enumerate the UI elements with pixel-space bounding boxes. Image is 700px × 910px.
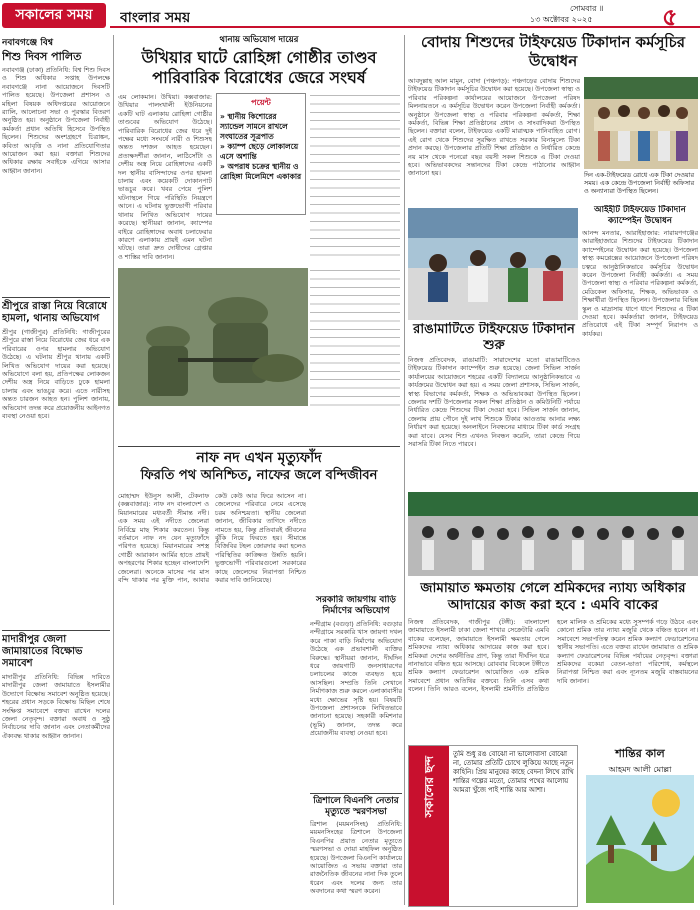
rohingya-point-2-text: ক্যাম্প ছেড়ে লোকালয়ে এসে অশান্তি: [220, 142, 299, 161]
divider: [310, 793, 402, 794]
article-madaripur-title: মাদারীপুর জেলা জামায়াতের বিক্ষোভ সমাবেশ: [2, 634, 83, 669]
poem-illustration: [586, 775, 694, 903]
article-rohingya: [118, 33, 400, 443]
rohingya-point-3: » অপরাধ চক্রের স্থানীয় ও রোহিঙ্গা মিলেমিশে একাকার: [220, 162, 302, 181]
masthead-bar: [110, 3, 700, 28]
masthead: [0, 0, 700, 31]
poem-title: শান্তির কাল: [615, 747, 665, 760]
ad-block: [408, 745, 578, 907]
article-sreepur: [2, 297, 110, 629]
date-day: সোমবার ॥: [570, 4, 604, 13]
article-jamaat-title: জামায়াত ক্ষমতায় গেলে শ্রমিকদের ন্যায্য অধিকার আদায়ের কাজ করা হবে : এমবি বাকের: [420, 580, 686, 613]
rohingya-points-title: পয়েন্ট: [251, 98, 271, 107]
rohingya-point-3-text: অপরাধ চক্রের স্থানীয় ও রোহিঙ্গা মিলেমিশে একাকার: [220, 162, 302, 181]
article-naf-body: মোহাম্মদ ইউনুস আলী, টেকনাফ (কক্সবাজার): নাফ নদ বাংলাদেশ ও মিয়ানমারের মধ্যবর্তী সীমান্ত নদী। এক সময় এই নদীতে জেলেরা নির্বিঘ্নে মাছ শিকার করতেন। কিন্তু বর্তমানে নাফ নদ যেন মৃত্যুফাঁদে পরিণত হয়েছে। মিয়ানমারের সশস্ত্র গোষ্ঠী আরাকান আর্মির হাতে প্রায়ই অপহরণের শিকার হচ্ছেন বাংলাদেশি জেলেরা। অনেকে মাসের পর মাস বন্দি থাকার পর মুক্তি পান, আবার কেউ কেউ আর ফিরে আসেন না। জেলেদের পরিবারে নেমে এসেছে চরম অনিশ্চয়তা। স্থানীয় জেলেরা জানান, জীবিকার তাগিদে নদীতে নামতে হয়, কিন্তু প্রতিবারই জীবনের ঝুঁকি নিয়ে ফিরতে হয়। সীমান্তে বিজিবির টহল জোরদার করা হলেও পরিস্থিতির কাঙ্ক্ষিত উন্নতি হয়নি। ভুক্তভোগী পরিবারগুলো সরকারের কাছে জেলেদের নিরাপত্তা নিশ্চিত করার দাবি জানিয়েছে।: [118, 492, 306, 585]
article-sreepur-title: শ্রীপুরে রাস্তা নিয়ে বিরোধে হামলা, থানায় অভিযোগ: [2, 301, 107, 324]
article-child-day-title: শিশু দিবস পালিত: [2, 50, 82, 63]
boda-photo-illustration: [584, 77, 698, 169]
article-child-day: [2, 35, 110, 295]
article-boda-body: আবদুল্লাহ আল মামুন, বোদা (পঞ্চগড়): পঞ্চগড়ের বোদায় শিশুদের টাইফয়েড টিকাদান কর্মসূচির উদ্বোধন করা হয়েছে। উপজেলা স্বাস্থ্য ও পরিবার পরিকল্পনা কার্যালয়ের আয়োজনে উপজেলা পরিষদ মিলনায়তনে এ কর্মসূচির উদ্বোধন করেন উপজেলা নির্বাহী কর্মকর্তা। অনুষ্ঠানে উপজেলা স্বাস্থ্য ও পরিবার পরিকল্পনা কর্মকর্তা, শিক্ষা কর্মকর্তা, বিভিন্ন শিক্ষা প্রতিষ্ঠানের প্রধান ও সাংবাদিকরা উপস্থিত ছিলেন। বক্তারা বলেন, টাইফয়েড একটি মারাত্মক পানিবাহিত রোগ। এই রোগ থেকে শিশুদের সুরক্ষিত রাখতে সরকার বিনামূল্যে টিকা প্রদান করছে। উপজেলার প্রতিটি শিক্ষা প্রতিষ্ঠান ও নির্ধারিত কেন্দ্রে নয় মাস থেকে পনেরো বছর বয়সী সকল শিশুকে এ টিকা দেওয়া হবে। অভিভাবকদের সন্তানদের টিকা কেন্দ্রে পাঠানোর আহ্বান জানানো হয়।: [408, 77, 580, 178]
article-child-day-body: নবাবগঞ্জ (ঢাকা) প্রতিনিধি: বিশ্ব শিশু দিবস ও শিশু অধিকার সপ্তাহ উপলক্ষে নবাবগঞ্জে নানা আয়োজনে দিবসটি পালিত হয়েছে। উপজেলা প্রশাসন ও মহিলা বিষয়ক অধিদপ্তরের আয়োজনে র‍্যালি, আলোচনা সভা ও পুরস্কার বিতরণ অনুষ্ঠিত হয়। অনুষ্ঠানে উপজেলা নির্বাহী কর্মকর্তা প্রধান অতিথি হিসেবে উপস্থিত ছিলেন। শিশুদের অংশগ্রহণে চিত্রাঙ্কন, কবিতা আবৃত্তি ও নানা প্রতিযোগিতার আয়োজন করা হয়। বক্তারা শিশুদের অধিকার রক্ষায় সবাইকে এগিয়ে আসার আহ্বান জানান।: [2, 66, 110, 175]
masthead-logo-text: সকালের সময়: [15, 7, 93, 23]
soldiers-photo: [118, 268, 308, 406]
soldiers-illustration: [118, 268, 308, 406]
article-bnp: [310, 793, 402, 905]
masthead-logo: [2, 3, 106, 28]
article-land: [310, 595, 402, 790]
article-land-body: নন্দীগ্রাম (বগুড়া) প্রতিনিধি: বগুড়ার নন্দীগ্রামে সরকারি খাস জায়গা দখল করে পাকা বাড়ি নির্মাণের অভিযোগ উঠেছে এক প্রভাবশালী ব্যক্তির বিরুদ্ধে। স্থানীয়রা জানান, দীর্ঘদিন ধরে জায়গাটি জনসাধারণের চলাচলের কাজে ব্যবহৃত হয়ে আসছিল। সম্প্রতি তিনি সেখানে নির্মাণকাজ শুরু করলে এলাকাবাসীর মধ্যে ক্ষোভের সৃষ্টি হয়। বিষয়টি উপজেলা প্রশাসনকে লিখিতভাবে জানানো হয়েছে। সহকারী কমিশনার (ভূমি) জানান, তদন্ত করে প্রয়োজনীয় ব্যবস্থা নেওয়া হবে।: [310, 620, 402, 738]
article-jamaat: [408, 580, 698, 740]
date-text: ১৩ অক্টোবর ২০২৫: [530, 15, 593, 24]
rohingya-points-box: [216, 93, 306, 215]
rohingya-point-1: » স্থানীয় কিশোরের স্যান্ডেল সামনে রাখলে সংঘাতের সূত্রপাত: [220, 112, 288, 141]
left-column-divider: [113, 35, 114, 905]
article-child-day-kicker: নবাবগঞ্জে বিশ্ব: [2, 38, 54, 48]
article-boda-title: বোদায় শিশুদের টাইফয়েড টিকাদান কর্মসূচির উদ্বোধন: [420, 33, 686, 70]
divider: [2, 297, 110, 298]
article-typhoid-body: আনন্দ মনতার, আরাইহাজার: নারায়ণগঞ্জের আরাইহাজারে শিশুদের টাইফয়েড টিকাদান ক্যাম্পেইনের উদ্বোধন করা হয়েছে। উপজেলা স্বাস্থ্য কমপ্লেক্সের আয়োজনে উপজেলা পরিষদ চত্বরে আনুষ্ঠানিকভাবে কর্মসূচির উদ্বোধন করেন উপজেলা নির্বাহী কর্মকর্তা। এ সময় উপজেলা স্বাস্থ্য ও পরিবার পরিকল্পনা কর্মকর্তা, মেডিকেল অফিসার, শিক্ষক, অভিভাবক ও শিক্ষার্থীরা উপস্থিত ছিলেন। উপজেলার বিভিন্ন স্কুল ও মাদ্রাসায় ধাপে ধাপে শিশুদের এ টিকা দেওয়া হবে। কর্মকর্তারা জানান, টাইফয়েড প্রতিরোধে এই টিকা সম্পূর্ণ নিরাপদ ও কার্যকর।: [582, 229, 698, 338]
rangamati-photo: [408, 208, 578, 320]
section-name: বাংলার সময়: [120, 10, 191, 26]
meeting-photo-illustration: [408, 492, 698, 576]
center-column-divider: [404, 35, 405, 905]
poem-illustration-svg: [586, 775, 694, 903]
article-naf-title: নাফ নদ এখন মৃত্যুফাঁদ: [196, 450, 322, 466]
ad-poem: তুমি শুধু রঙ বোঝো না ভালোবাসা বোঝো না, তোমার প্রতিটি চোখে লুকিয়ে আছে নতুন কাহিনি। প্রিয় মানুষের কাছে বেদনা লিখে রাখি শান্তির গল্পের মতো, তোমার পথের আলোয় আমরা খুঁজে পাই শান্তি আর আশা।: [453, 750, 574, 794]
divider: [118, 446, 400, 447]
boda-photo: [584, 77, 698, 169]
article-rangamati-title: রাঙামাটিতে টাইফয়েড টিকাদান শুরু: [413, 322, 575, 353]
article-land-title: সরকারি জায়গায় বাড়ি নির্মাণের অভিযোগ: [316, 595, 396, 616]
boda-photo-caption: দিন এক-টাইফয়েড রোধে এক টিকা দেওয়ার সময়। এক কেন্দ্রে উপজেলা নির্বাহী অফিসার ও অন্যান্যরা উপস্থিত ছিলেন।: [584, 171, 695, 195]
article-madaripur-body: মাদারীপুর প্রতিনিধি: বিভিন্ন দাবিতে মাদারীপুর জেলা জামায়াতে ইসলামীর উদ্যোগে বিক্ষোভ সমাবেশ অনুষ্ঠিত হয়েছে। শহরের প্রধান সড়কে বিক্ষোভ মিছিল শেষে সংক্ষিপ্ত সমাবেশে বক্তব্য রাখেন দলের জেলা নেতৃবৃন্দ। বক্তারা অবাধ ও সুষ্ঠু নির্বাচনের দাবি জানান এবং নেতাকর্মীদের ঐক্যবদ্ধ থাকার আহ্বান জানান।: [2, 673, 110, 740]
article-bnp-title: ত্রিশালে বিএনপি নেতার মৃত্যুতে স্মরণসভা: [313, 796, 399, 817]
page-number: ৫: [662, 3, 678, 28]
poem-block: [582, 745, 698, 907]
article-madaripur: [2, 630, 110, 905]
article-typhoid-title: আইইটি টাইফয়েড টিকাদান ক্যাম্পেইন উদ্বোধন: [594, 205, 686, 226]
rangamati-photo-illustration: [408, 208, 578, 320]
article-rohingya-body: এম লোকমান। উখিয়া। কক্সবাজার: উখিয়ার পালংখালী ইউনিয়নের একটি ঘাট এলাকায় রোহিঙ্গা গোষ্ঠীর তাণ্ডবের অভিযোগ উঠেছে। পারিবারিক বিরোধের জের ধরে দুই পক্ষের মধ্যে সংঘর্ষে নারী ও শিশুসহ অন্তত দশজন আহত হয়েছেন। প্রত্যক্ষদর্শীরা জানান, লাঠিসোঁটা ও দেশীয় অস্ত্র নিয়ে রোহিঙ্গাদের একটি দল স্থানীয় বাসিন্দাদের ওপর হামলা চালায় এবং কয়েকটি দোকানপাট ভাঙচুর করে। খবর পেয়ে পুলিশ ঘটনাস্থলে গিয়ে পরিস্থিতি নিয়ন্ত্রণে আনে। এ ঘটনায় ভুক্তভোগী পরিবার থানায় লিখিত অভিযোগ দায়ের করেছে। স্থানীয়রা জানান, ক্যাম্পের বাইরে রোহিঙ্গাদের অবাধ চলাফেরার কারণে এলাকায় প্রায়ই এমন ঘটনা ঘটছে। তারা দ্রুত দোষীদের গ্রেপ্তার ও শাস্তির দাবি জানান।: [118, 93, 212, 261]
poem-author: আহমদ আলী মোল্লা: [608, 765, 672, 774]
article-rangamati-body: নিজস্ব প্রতিবেদক, রাঙামাটি: সারাদেশের মতো রাঙামাটিতেও টাইফয়েড টিকাদান ক্যাম্পেইন শুরু হয়েছে। জেলা সিভিল সার্জন কার্যালয়ের আয়োজনে শহরের একটি বিদ্যালয়ে আনুষ্ঠানিকভাবে এ কার্যক্রমের উদ্বোধন করা হয়। এ সময় জেলা প্রশাসক, সিভিল সার্জন, স্বাস্থ্য বিভাগের কর্মকর্তা, শিক্ষক ও অভিভাবকরা উপস্থিত ছিলেন। জেলার দশটি উপজেলার সকল শিক্ষা প্রতিষ্ঠান ও কমিউনিটি পর্যায়ে নির্ধারিত কেন্দ্রে শিশুদের টিকা দেওয়া হবে। সিভিল সার্জন জানান, জেলায় প্রায় পৌনে দুই লাখ শিশুকে টিকার আওতায় আনার লক্ষ্য নির্ধারণ করা হয়েছে। অনলাইনে নিবন্ধনের মাধ্যমে টিকা কার্ড সংগ্রহ করা যাবে। যেসব শিশু এখনও নিবন্ধন করেনি, তারা কেন্দ্রে গিয়ে সরাসরি টিকা নিতে পারবে।: [408, 356, 580, 449]
article-rangamati: [408, 322, 580, 487]
rohingya-point-2: » ক্যাম্প ছেড়ে লোকালয়ে এসে অশান্তি: [220, 142, 299, 161]
article-rohingya-title: উখিয়ার ঘাটে রোহিঙ্গা গোষ্ঠীর তাণ্ডব পারিবারিক বিরোধের জেরে সংঘর্ষ: [141, 48, 377, 87]
rohingya-point-1-text: স্থানীয় কিশোরের স্যান্ডেল সামনে রাখলে সংঘাতের সূত্রপাত: [220, 112, 288, 141]
article-rohingya-kicker: থানায় অভিযোগ দায়ের: [219, 35, 299, 45]
article-rohingya-body-cont2: [310, 268, 400, 406]
article-naf-subtitle: ফিরতি পথ অনিশ্চিত, নাফের জলে বন্দিজীবন: [140, 468, 378, 483]
meeting-photo: [408, 492, 698, 576]
article-sreepur-body: শ্রীপুর (গাজীপুর) প্রতিনিধি: গাজীপুরের শ্রীপুরে রাস্তা নিয়ে বিরোধের জের ধরে এক পরিবারের ওপর হামলার অভিযোগ উঠেছে। এ ঘটনায় শ্রীপুর থানায় একটি লিখিত অভিযোগ দায়ের করা হয়েছে। অভিযোগে বলা হয়, প্রতিপক্ষের লোকজন দেশীয় অস্ত্র নিয়ে বাড়িতে ঢুকে হামলা চালায় এবং ভাঙচুর করে। এতে নারীসহ অন্তত চারজন আহত হন। পুলিশ জানায়, অভিযোগ তদন্ত করে প্রয়োজনীয় আইনগত ব্যবস্থা নেওয়া হবে।: [2, 328, 110, 421]
article-rohingya-body-cont: [310, 93, 400, 263]
article-jamaat-body: নিজস্ব প্রতিবেদক, গাজীপুর (টঙ্গী): বাংলাদেশ জামায়াতে ইসলামী ঢাকা জেলা শাখার সেক্রেটারি এমবি বাকের বলেছেন, জামায়াতে ইসলামী ক্ষমতায় গেলে শ্রমিকদের ন্যায্য অধিকার আদায়ের কাজ করা হবে। শ্রমিকরা দেশের অর্থনীতির প্রাণ, কিন্তু তারা দীর্ঘদিন ধরে নানাভাবে বঞ্চিত হয়ে আসছে। রোববার বিকেলে টঙ্গীতে শ্রমিক কল্যাণ ফেডারেশন আয়োজিত এক শ্রমিক সমাবেশে প্রধান অতিথির বক্তব্যে তিনি এসব কথা বলেন। তিনি আরও বলেন, ইসলামী শ্রমনীতি প্রতিষ্ঠিত হলে মালিক ও শ্রমিকের মধ্যে সুসম্পর্ক গড়ে উঠবে এবং কোনো শ্রমিক তার ন্যায্য মজুরি থেকে বঞ্চিত হবেন না। সমাবেশে সভাপতিত্ব করেন শ্রমিক কল্যাণ ফেডারেশনের স্থানীয় সভাপতি। এতে বক্তব্য রাখেন জামায়াত ও শ্রমিক কল্যাণ ফেডারেশনের বিভিন্ন পর্যায়ের নেতৃবৃন্দ। বক্তারা শ্রমিকদের বকেয়া বেতন-ভাতা পরিশোধ, কর্মস্থলে নিরাপত্তা নিশ্চিত করা এবং ন্যূনতম মজুরি বাস্তবায়নের দাবি জানান।: [408, 618, 698, 694]
divider: [2, 630, 110, 631]
article-bnp-body: ত্রিশাল (ময়মনসিংহ) প্রতিনিধি: ময়মনসিংহের ত্রিশালে উপজেলা বিএনপির প্রয়াত নেতার মৃত্যুতে স্মরণসভা ও দোয়া মাহফিল অনুষ্ঠিত হয়েছে। উপজেলা বিএনপি কার্যালয়ে আয়োজিত এ সভায় বক্তারা তার রাজনৈতিক জীবনের নানা দিক তুলে ধরেন এবং দলের জন্য তার অবদানের কথা স্মরণ করেন।: [310, 820, 402, 895]
ad-logo-text: সকালের ছন্দ: [422, 756, 436, 818]
ad-logo: [409, 746, 449, 906]
